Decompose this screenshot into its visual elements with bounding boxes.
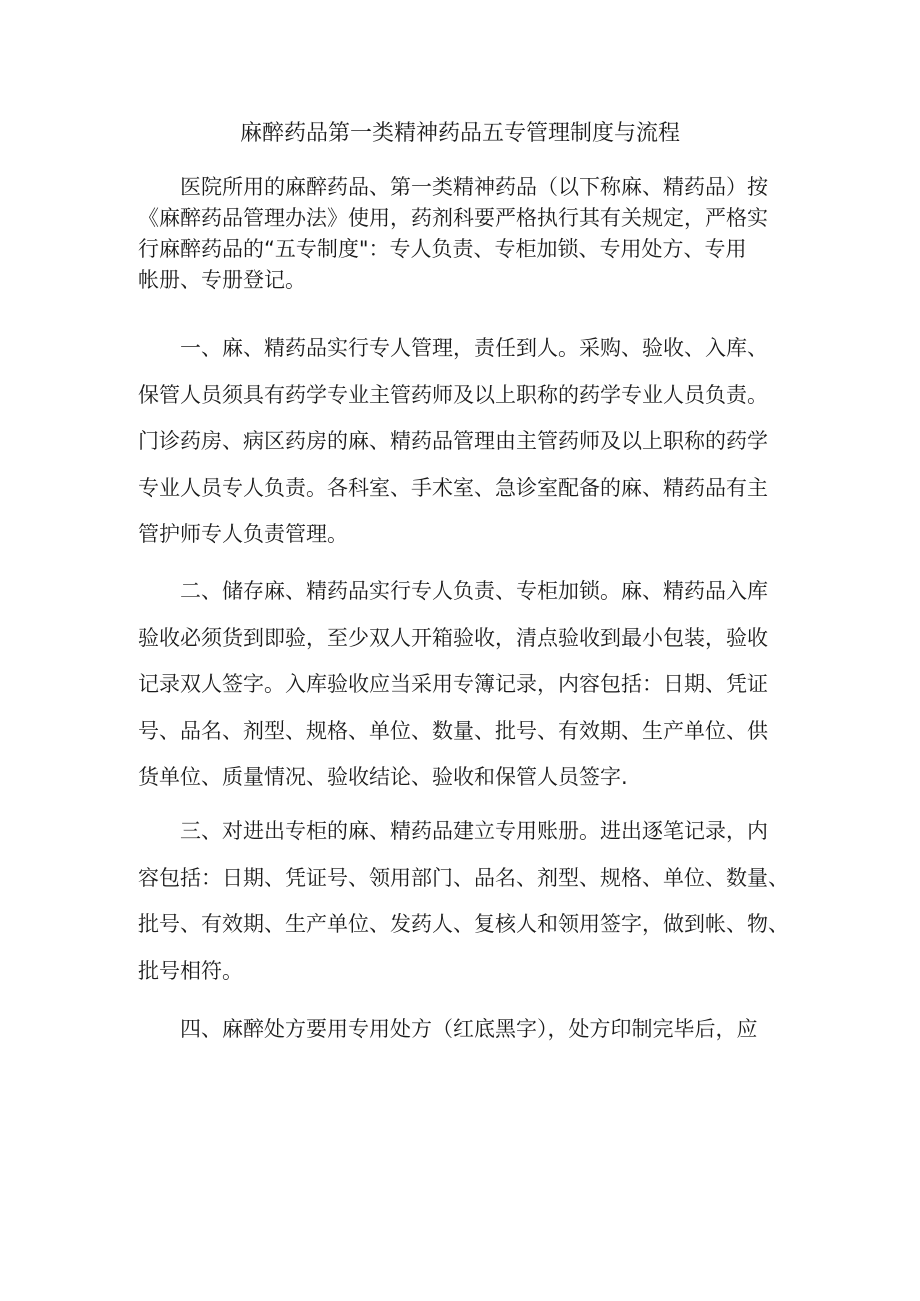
text-line: 验收必须货到即验，至少双人开箱验收，清点验收到最小包装，验收 bbox=[138, 625, 768, 650]
text-line: 二、储存麻、精药品实行专人负责、专柜加锁。麻、精药品入库 bbox=[180, 579, 768, 603]
paragraph-section-2 bbox=[138, 574, 788, 807]
paragraph-section-3 bbox=[138, 814, 788, 1000]
text-line: 门诊药房、病区药房的麻、精药品管理由主管药师及以上职称的药学 bbox=[138, 429, 768, 453]
text-line: 医院所用的麻醉药品、第一类精神药品（以下称麻、精药品）按 bbox=[180, 175, 768, 199]
text-line: 《麻醉药品管理办法》使用，药剂科要严格执行其有关规定，严格实 bbox=[138, 206, 768, 230]
text-line: 批号相符。 bbox=[138, 958, 243, 983]
text-line: 货单位、质量情况、验收结论、验收和保管人员签字. bbox=[138, 765, 628, 789]
text-line: 专业人员专人负责。各科室、手术室、急诊室配备的麻、精药品有主 bbox=[138, 475, 768, 500]
text-line: 一、麻、精药品实行专人管理，责任到人。采购、验收、入库、 bbox=[180, 336, 768, 360]
text-line: 三、对进出专柜的麻、精药品建立专用账册。进出逐笔记录，内 bbox=[180, 819, 768, 843]
paragraph-section-1 bbox=[138, 331, 788, 564]
text-line: 四、麻醉处方要用专用处方（红底黑字），处方印制完毕后，应 bbox=[180, 1017, 758, 1041]
text-line: 号、品名、剂型、规格、单位、数量、批号、有效期、生产单位、供 bbox=[138, 718, 768, 743]
document-title: 麻醉药品第一类精神药品五专管理制度与流程 bbox=[239, 121, 680, 146]
text-line: 容包括：日期、凭证号、领用部门、品名、剂型、规格、单位、数量、 bbox=[138, 865, 789, 890]
text-line: 保管人员须具有药学专业主管药师及以上职称的药学专业人员负责。 bbox=[138, 382, 768, 407]
paragraph-intro bbox=[138, 172, 788, 296]
paragraph-section-4 bbox=[138, 1012, 788, 1059]
text-line: 记录双人签字。入库验收应当采用专簿记录，内容包括：日期、凭证 bbox=[138, 672, 768, 696]
text-line: 帐册、专册登记。 bbox=[138, 268, 306, 292]
text-line: 批号、有效期、生产单位、发药人、复核人和领用签字，做到帐、物、 bbox=[138, 912, 789, 936]
text-line: 管护师专人负责管理。 bbox=[138, 522, 348, 546]
text-line: 行麻醉药品的“五专制度"：专人负责、专柜加锁、专用处方、专用 bbox=[138, 237, 747, 261]
